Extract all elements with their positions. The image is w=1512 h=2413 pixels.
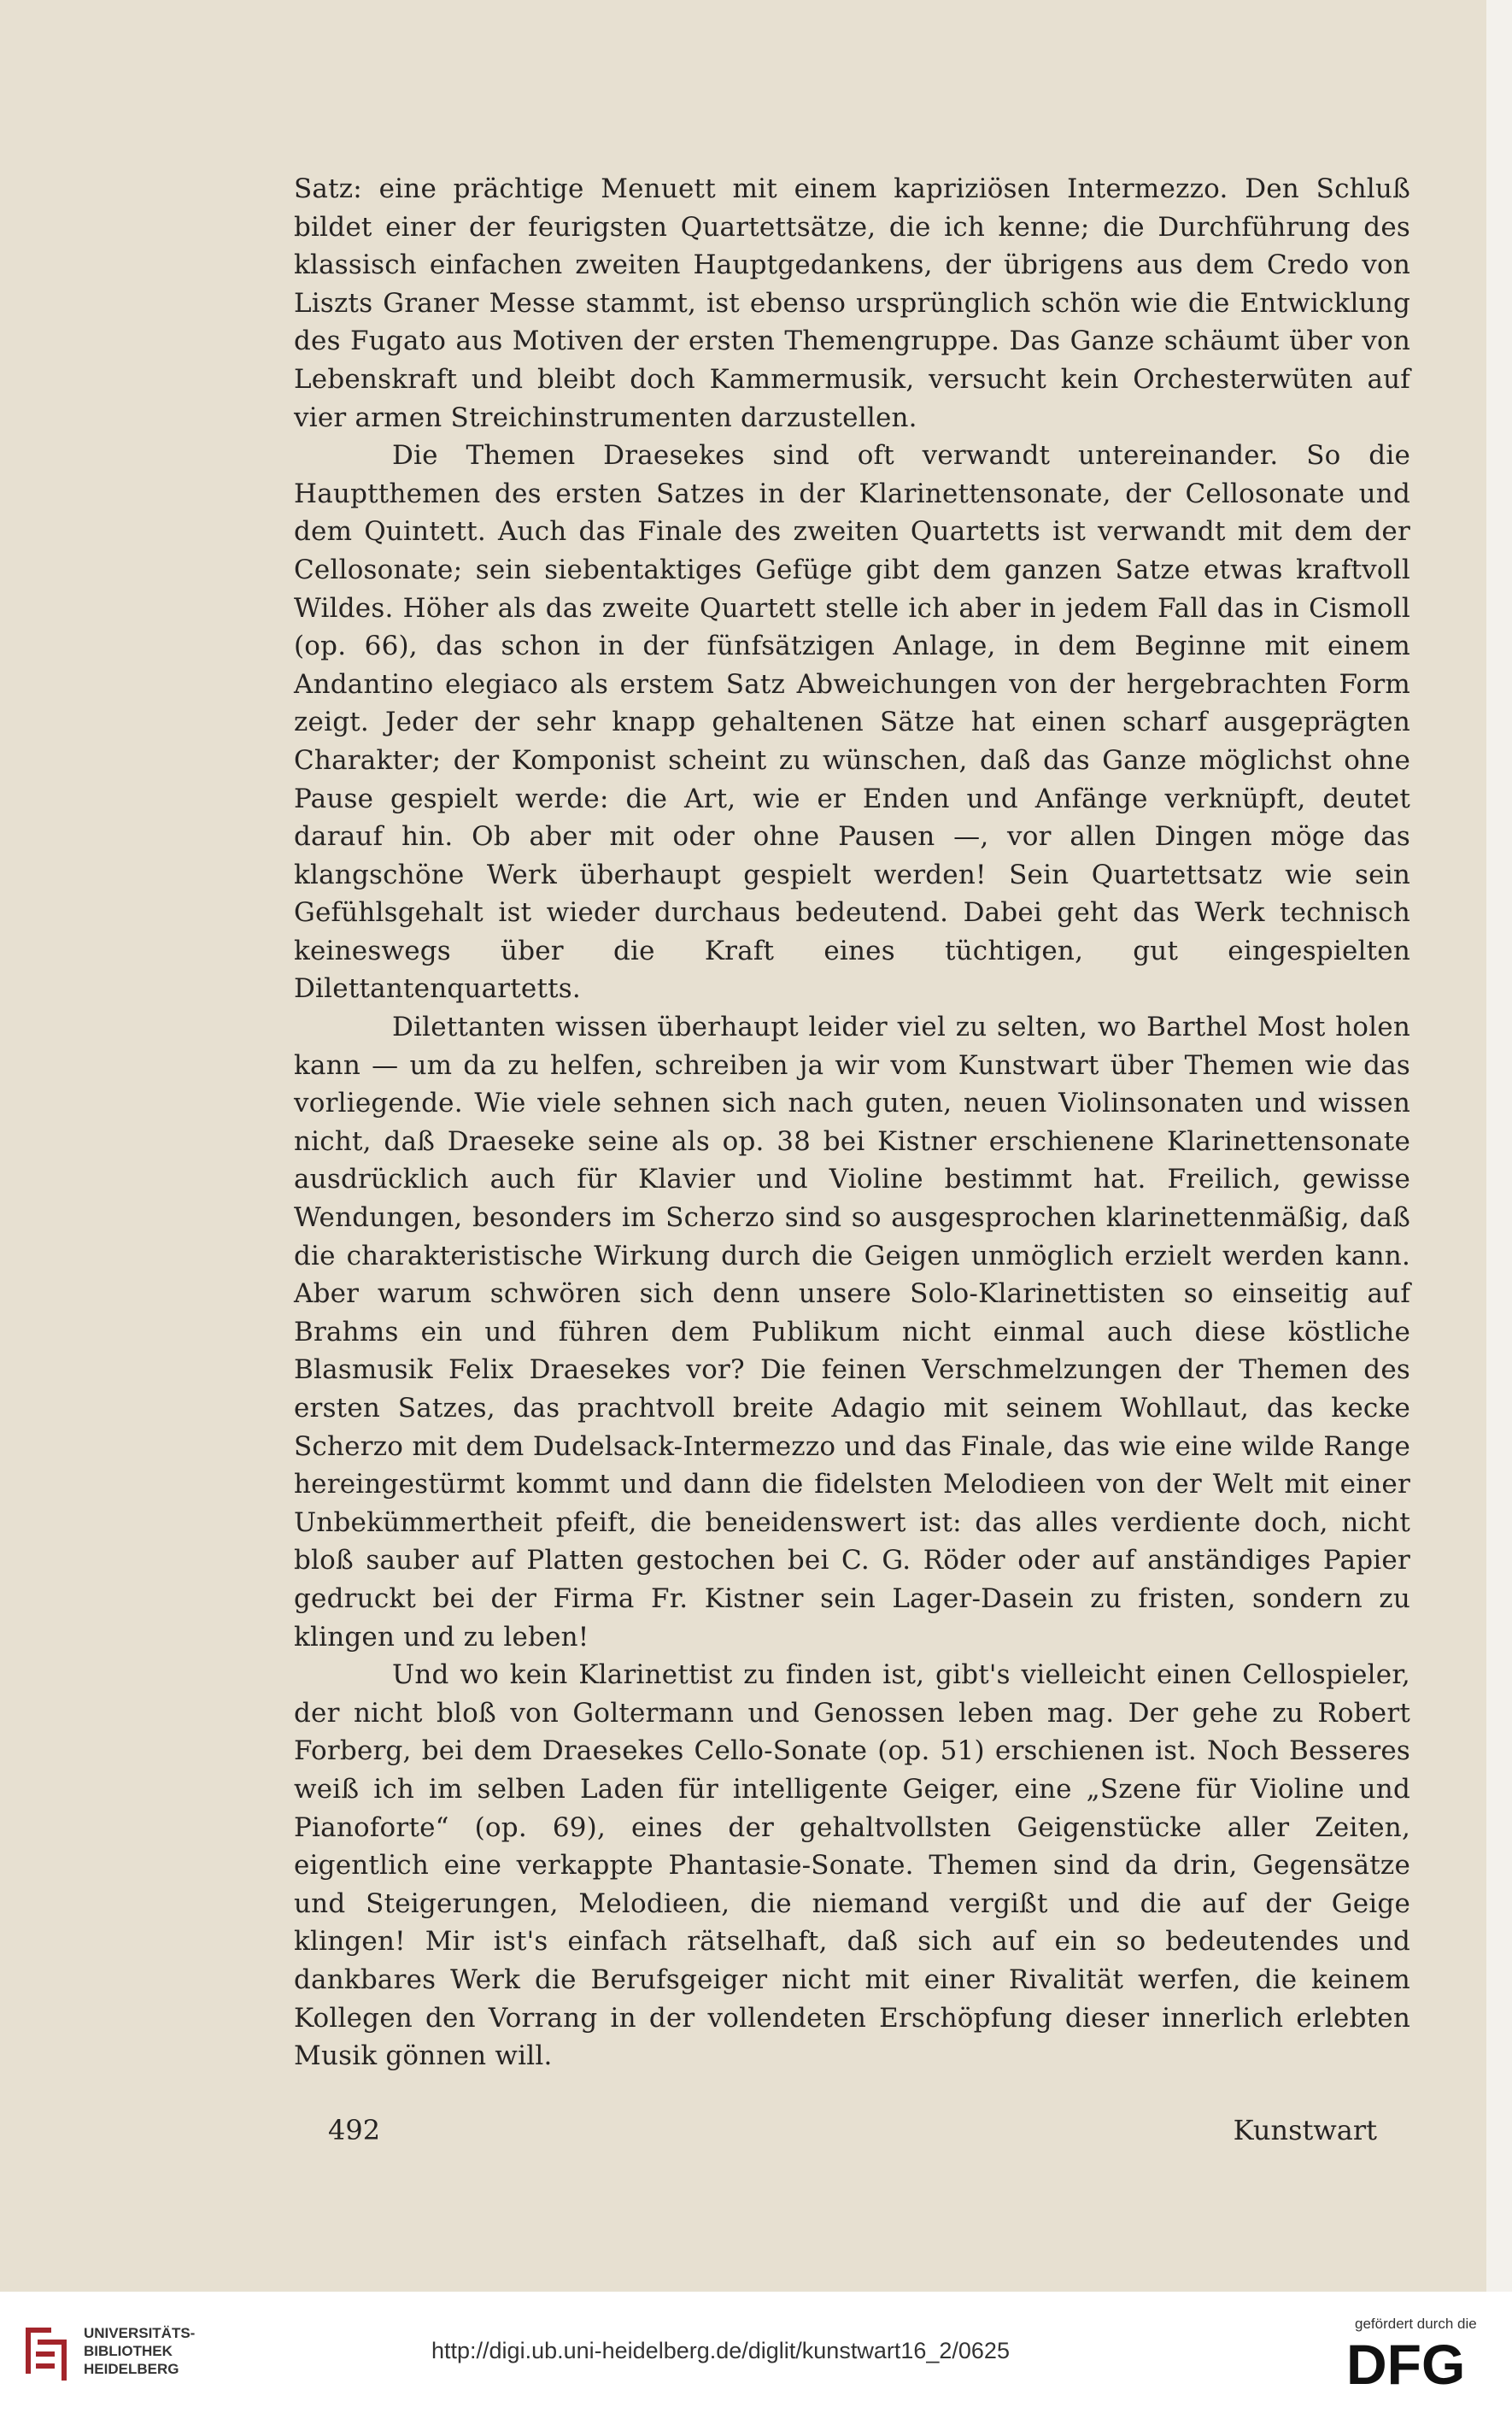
paragraph: Satz: eine prächtige Menuett mit einem kapriziösen Intermezzo. Den Schluß bildet einer der feurigsten Quartettsätze, die ich kenne; die Durchführung des klassisch einfachen zweiten Hauptgedankens, der übrigens aus dem Credo von Liszts Graner Messe stammt, ist ebenso ursprünglich schön wie die Entwicklung des Fugato aus Motiven der ersten Themengruppe. Das Ganze schäumt über von Lebenskraft und bleibt doch Kammermusik, versucht kein Orchesterwüten auf vier armen Streichinstrumenten darzustellen. (294, 173, 1410, 433)
page-number: 492 (328, 2114, 381, 2146)
viewer-footer (0, 2292, 1512, 2413)
library-name-line: UNIVERSITÄTS- (84, 2325, 196, 2341)
scan-margin (1486, 0, 1512, 2292)
university-library-logo-icon (17, 2321, 75, 2386)
svg-text:DFG: DFG (1346, 2336, 1466, 2389)
paragraph: Die Themen Draesekes sind oft verwandt untereinander. So die Hauptthemen des ersten Satzes in der Klarinettensonate, der Cellosonate und dem Quintett. Auch das Finale des zweiten Quartetts ist verwandt mit dem der Cellosonate; sein siebentaktiges Gefüge gibt dem ganzen Satze etwas kraftvoll Wildes. Höher als das zweite Quartett stelle ich aber in jedem Fall das in Cismoll (op. 66), das schon in der fünfsätzigen Anlage, in dem Beginne mit einem Andantino elegiaco als erstem Satz Abweichungen von der hergebrachten Form zeigt. Jeder der sehr knapp gehaltenen Sätze hat einen scharf ausgeprägten Charakter; der Komponist scheint zu wünschen, daß das Ganze möglichst ohne Pause gespielt werde: die Art, wie er Enden und Anfänge verknüpft, deutet darauf hin. Ob aber mit oder ohne Pausen —, vor allen Dingen möge das klangschöne Werk überhaupt gespielt werden! Sein Quartettsatz wie sein Gefühlsgehalt ist wieder durchaus bedeutend. Dabei geht das Werk technisch keineswegs über die Kraft eines tüchtigen, gut eingespielten Dilettantenquartetts. (294, 440, 1410, 1005)
library-name-line: HEIDELBERG (84, 2361, 179, 2377)
running-foot: Kunstwart (1233, 2114, 1377, 2146)
library-name-line: BIBLIOTHEK (84, 2343, 173, 2359)
sponsor-label: gefördert durch die (1355, 2316, 1477, 2332)
paragraph: Und wo kein Klarinettist zu finden ist, gibt's vielleicht einen Cellospieler, der nicht bloß von Goltermann und Genossen leben mag. Der gehe zu Robert Forberg, bei dem Draesekes Cello-Sonate (op. 51) erschienen ist. Noch Besseres weiß ich im selben Laden für intelligente Geiger, eine „Szene für Violine und Pianoforte“ (op. 69), eines der gehaltvollsten Geigenstücke aller Zeiten, eigentlich eine verkappte Phantasie-Sonate. Themen sind da drin, Gegensätze und Steigerungen, Melodieen, die niemand vergißt und die auf der Geige klingen! Mir ist's einfach rätselhaft, daß sich auf ein so bedeutendes und dankbares Werk die Berufsgeiger nicht mit einer Rivalität werfen, die keinem Kollegen den Vorrang in der vollendeten Erschöpfung dieser innerlich erlebten Musik gönnen will. (294, 1659, 1410, 2072)
permalink-url[interactable]: http://digi.ub.uni-heidelberg.de/diglit/kunstwart16_2/0625 (431, 2338, 1010, 2363)
paragraph: Dilettanten wissen überhaupt leider viel zu selten, wo Barthel Most holen kann — um da zu helfen, schreiben ja wir vom Kunstwart über Themen wie das vorliegende. Wie viele sehnen sich nach guten, neuen Violinsonaten und wissen nicht, daß Draeseke seine als op. 38 bei Kistner erschienene Klarinettensonate ausdrücklich auch für Klavier und Violine bestimmt hat. Freilich, gewisse Wendungen, besonders im Scherzo sind so ausgesprochen klarinettenmäßig, daß die charakteristische Wirkung durch die Geigen unmöglich erzielt werden kann. Aber warum schwören sich denn unsere Solo-Klarinettisten so einseitig auf Brahms ein und führen dem Publikum nicht einmal auch diese köstliche Blasmusik Felix Draesekes vor? Die feinen Verschmelzungen der Themen des ersten Satzes, das prachtvoll breite Adagio mit seinem Wohllaut, das kecke Scherzo mit dem Dudelsack-Intermezzo und das Finale, das wie eine wilde Range hereingestürmt kommt und dann die fidelsten Melodieen von der Welt mit einer Unbekümmertheit pfeift, die beneidenswert ist: das alles verdiente doch, nicht bloß sauber auf Platten gestochen bei C. G. Röder oder auf anständiges Papier gedruckt bei der Firma Fr. Kistner sein Lager-Dasein zu fristen, sondern zu klingen und zu leben! (294, 1012, 1410, 1653)
dfg-logo-icon (1346, 2336, 1491, 2389)
body-text (294, 170, 1410, 2075)
library-name (84, 2324, 195, 2378)
